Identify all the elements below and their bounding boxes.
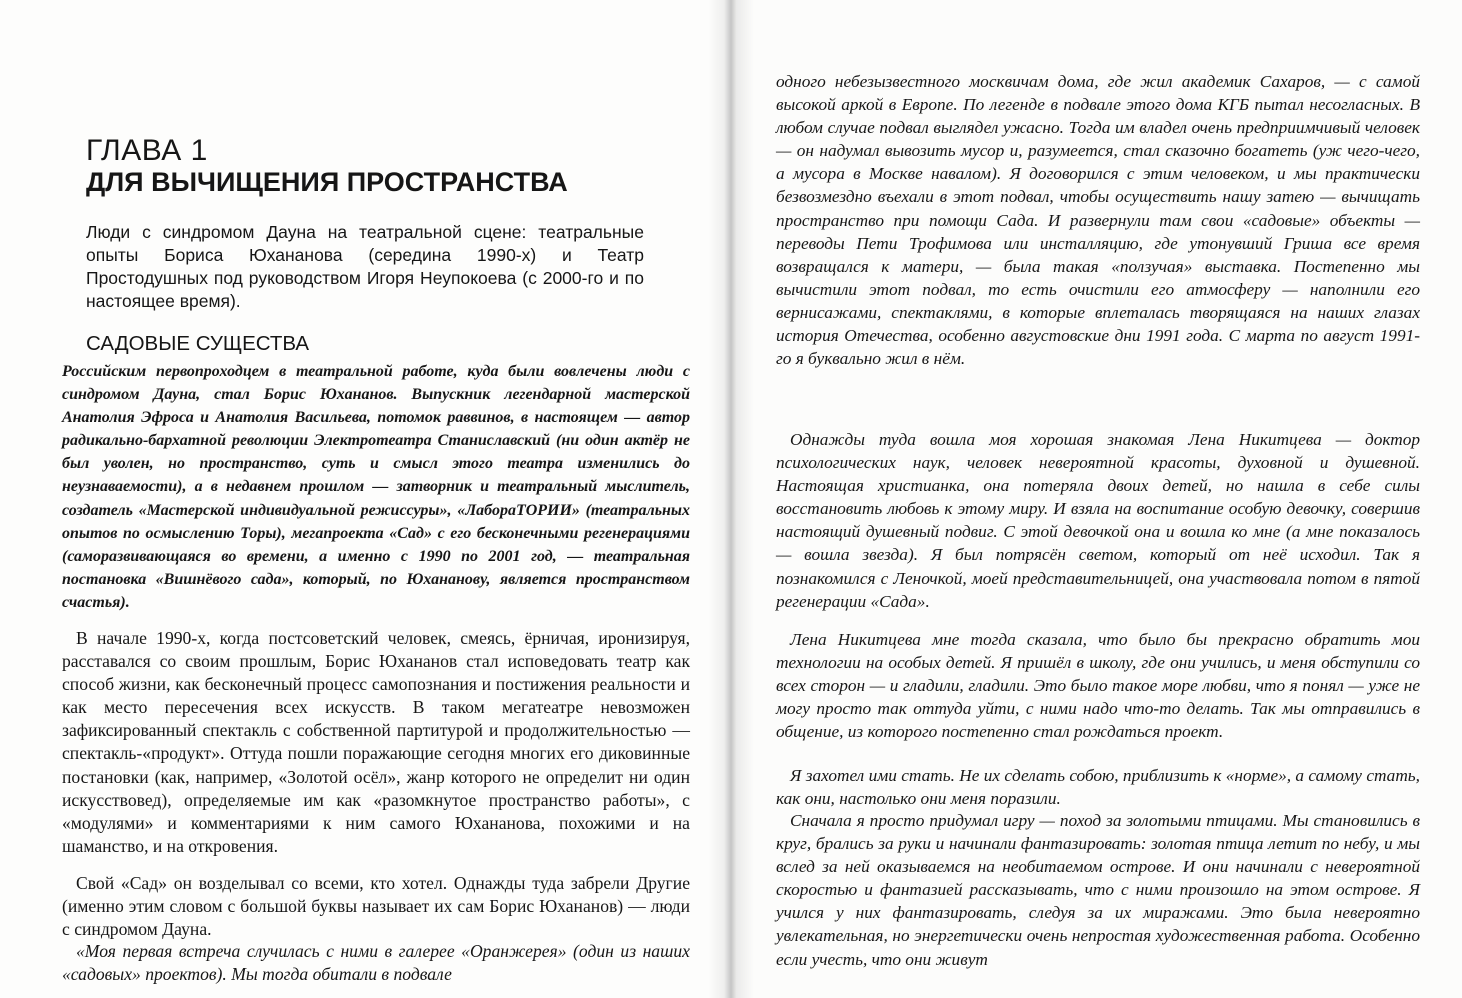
right-paragraph-1: одного небезызвестного москвичам дома, где жил академик Сахаров, — с самой высокой аркой в Европе. По легенде в подвале этого дома КГБ пытал несогласных. В любом случае подвал выглядел ужасно. Тогда им владел очень предприимчивый человек — он надумал вывозить мусор и, разумеется, стал сказочно богатеть (уж чего-чего, а мусора в Москве навалом). Я договорился с этим человеком, и мы практически безвозмездно въехали в этот подвал, чтобы осуществить нашу затею — вычищать пространство при помощи Сада. И развернули там свои «садовые» объекты — переводы Пети Трофимова или инсталляцию, где утонувший Гриша все время возвращался к матери, — была такая «ползучая» выставка. Постепенно мы вычистили этот подвал, то есть очистили его атмосферу — наполнили его вернисажами, спектаклями, в которые вплеталась творящаяся на наших глазах история Отечества, особенно августовские дни 1991 года. С марта по август 1991-го я буквально жил в нём. <box>776 72 1420 369</box>
right-paragraph-2: Однажды туда вошла моя хорошая знакомая Лена Никитцева — доктор психологических наук, человек невероятной красоты, духовной и душевной. Настоящая христианка, она потеряла двоих детей, но нашла в себе силы восстановить любовь к этому миру. И взяла на воспитание особую девочку, совершив настоящий душевный подвиг. С этой девочкой она и вошла ко мне (а мне показалось — вошла звезда). Я был потрясён светом, который от неё исходил. Так я познакомился с Леночкой, моей представительницей, она участвовала потом в пятой регенерации «Сада». <box>776 430 1420 611</box>
right-paragraph-3: Лена Никитцева мне тогда сказала, что было бы прекрасно обратить мои технологии на особых детей. Я пришёл в школу, где они учились, и меня обступили со всех сторон — и гладили, гладили. Это было такое море любви, что я понял — уже не могу просто так оттуда уйти, с ними надо что-то делать. Так мы отправились в общение, из которого постепенно стал рождаться проект. <box>776 630 1420 742</box>
chapter-title: ДЛЯ ВЫЧИЩЕНИЯ ПРОСТРАНСТВА <box>86 167 568 197</box>
lead-paragraph: Российским первопроходцем в театральной работе, куда были вовлечены люди с синдромом Дауна, стал Борис Юхананов. Выпускник легендарной мастерской Анатолия Эфроса и Анатолия Васильева, потомок раввинов, в настоящем — автор радикально-бархатной революции Электротеатра Станиславский (ни один актёр не был уволен, но пространство, суть и смысл этого театра изменились до неузнаваемости), а в недавнем прошлом — затворник и театральный мыслитель, создатель «Мастерской индивидуальной режиссуры», «ЛабораТОРИИ» (театральных опытов по осмыслению Торы), мегапроекта «Сад» с его бесконечными регенерациями (саморазвивающаяся во времени, а именно с 1990 по 2001 год, — театральная постановка «Вишнёвого сада», который, по Юхананову, является пространством счастья). <box>62 363 690 611</box>
book-spine-shadow <box>708 0 754 998</box>
chapter-label: ГЛАВА 1 <box>86 134 208 167</box>
right-paragraph-4: Я захотел ими стать. Не их сделать собою, приблизить к «норме», а самому стать, как они, настолько они меня поразили. <box>776 766 1420 809</box>
body-paragraph-1: В начале 1990-х, когда постсоветский человек, смеясь, ёрничая, иронизируя, расставался со своим прошлым, Борис Юхананов стал исповедовать театр как способ жизни, как бесконечный процесс самопознания и постижения реальности и как место пересечения всех искусств. В таком мегатеатре невозможен зафиксированный спектакль с собственной партитурой и продолжительностью — спектакль-«продукт». Оттуда пошли поражающие сегодня многих его диковинные постановки (как, например, «Золотой осёл», жанр которого не определит ни один искусствовед), определяемые им как «разомкнутое пространство работы», с «модулями» и комментариями к ним самого Юхананова, похожими и на шаманство, и на откровения. <box>62 628 690 856</box>
section-title: САДОВЫЕ СУЩЕСТВА <box>86 332 310 355</box>
body-paragraph-3: «Моя первая встреча случилась с ними в галерее «Оранжерея» (один из наших «садовых» проектов). Мы тогда обитали в подвале <box>62 941 690 985</box>
right-page <box>731 0 1462 998</box>
right-paragraph-5: Сначала я просто придумал игру — поход за золотыми птицами. Мы становились в круг, брались за руки и начинали фантазировать: золотая птица летит по небу, и мы вслед за ней оказываемся на необитаемом острове. И они начинали с невероятной скоростью и фантазией рассказывать, что с ними произошло на этом острове. Я учился у них фантазировать, следуя за их миражами. Это была невероятно увлекательная, но энергетически очень непростая художественная работа. Особенно если учесть, что они живут <box>776 811 1420 969</box>
body-paragraph-2: Свой «Сад» он возделывал со всеми, кто хотел. Однажды туда забрели Другие (именно этим словом с большой буквы называет их сам Борис Юхананов) — люди с синдромом Дауна. <box>62 873 690 940</box>
chapter-subtitle: Люди с синдромом Дауна на театральной сцене: театральные опыты Бориса Юхананова (середина 1990-х) и Театр Простодушных под руководством Игоря Неупокоева (с 2000-го и по настоящее время). <box>86 222 644 311</box>
